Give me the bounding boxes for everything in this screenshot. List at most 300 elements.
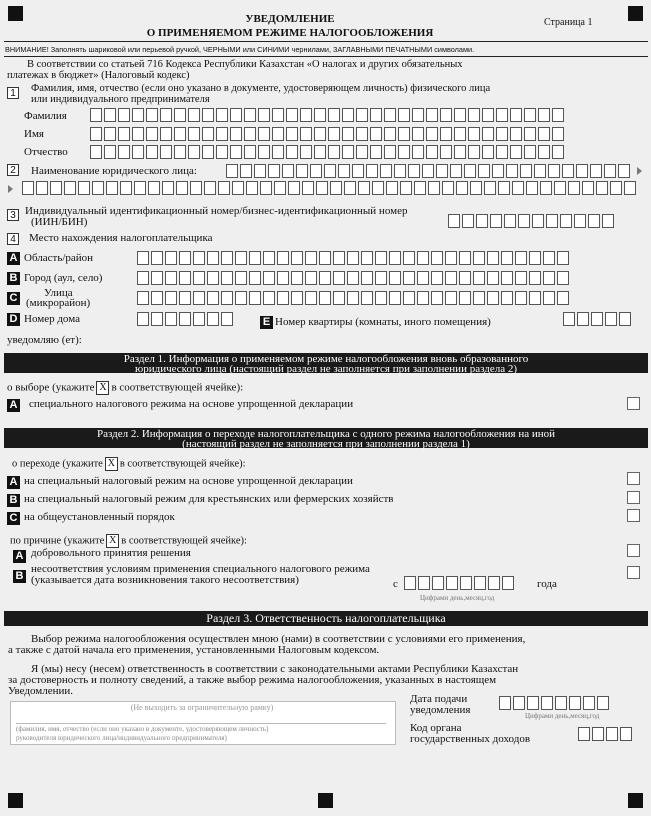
street-cells[interactable] — [137, 291, 569, 305]
character-cell[interactable] — [400, 181, 412, 195]
character-cell[interactable] — [300, 108, 312, 122]
character-cell[interactable] — [188, 145, 200, 159]
character-cell[interactable] — [207, 251, 219, 265]
character-cell[interactable] — [464, 164, 476, 178]
character-cell[interactable] — [216, 127, 228, 141]
reason-option-b-checkbox[interactable] — [627, 566, 640, 579]
character-cell[interactable] — [254, 164, 266, 178]
character-cell[interactable] — [554, 181, 566, 195]
reason-option-a-checkbox[interactable] — [627, 544, 640, 557]
character-cell[interactable] — [314, 108, 326, 122]
character-cell[interactable] — [418, 576, 430, 590]
character-cell[interactable] — [286, 108, 298, 122]
character-cell[interactable] — [417, 251, 429, 265]
character-cell[interactable] — [244, 108, 256, 122]
character-cell[interactable] — [263, 271, 275, 285]
character-cell[interactable] — [137, 271, 149, 285]
character-cell[interactable] — [606, 727, 618, 741]
character-cell[interactable] — [151, 312, 163, 326]
character-cell[interactable] — [543, 271, 555, 285]
transition-option-a-checkbox[interactable] — [627, 472, 640, 485]
character-cell[interactable] — [529, 271, 541, 285]
character-cell[interactable] — [226, 164, 238, 178]
character-cell[interactable] — [190, 181, 202, 195]
name-cells[interactable] — [90, 127, 564, 141]
character-cell[interactable] — [347, 251, 359, 265]
character-cell[interactable] — [538, 145, 550, 159]
character-cell[interactable] — [151, 251, 163, 265]
character-cell[interactable] — [454, 108, 466, 122]
character-cell[interactable] — [459, 251, 471, 265]
character-cell[interactable] — [104, 108, 116, 122]
character-cell[interactable] — [165, 312, 177, 326]
legal-entity-cells-line2[interactable] — [22, 181, 636, 195]
character-cell[interactable] — [440, 108, 452, 122]
character-cell[interactable] — [398, 108, 410, 122]
character-cell[interactable] — [221, 251, 233, 265]
transition-option-c-checkbox[interactable] — [627, 509, 640, 522]
character-cell[interactable] — [384, 108, 396, 122]
character-cell[interactable] — [454, 145, 466, 159]
character-cell[interactable] — [179, 251, 191, 265]
character-cell[interactable] — [78, 181, 90, 195]
character-cell[interactable] — [344, 181, 356, 195]
character-cell[interactable] — [532, 214, 544, 228]
character-cell[interactable] — [216, 108, 228, 122]
character-cell[interactable] — [515, 251, 527, 265]
character-cell[interactable] — [498, 181, 510, 195]
character-cell[interactable] — [488, 576, 500, 590]
character-cell[interactable] — [137, 251, 149, 265]
character-cell[interactable] — [557, 271, 569, 285]
character-cell[interactable] — [462, 214, 474, 228]
character-cell[interactable] — [319, 251, 331, 265]
character-cell[interactable] — [240, 164, 252, 178]
character-cell[interactable] — [597, 696, 609, 710]
character-cell[interactable] — [501, 251, 513, 265]
character-cell[interactable] — [333, 291, 345, 305]
character-cell[interactable] — [356, 108, 368, 122]
character-cell[interactable] — [431, 271, 443, 285]
character-cell[interactable] — [583, 696, 595, 710]
character-cell[interactable] — [146, 127, 158, 141]
character-cell[interactable] — [482, 145, 494, 159]
character-cell[interactable] — [384, 145, 396, 159]
character-cell[interactable] — [540, 181, 552, 195]
character-cell[interactable] — [358, 181, 370, 195]
character-cell[interactable] — [338, 164, 350, 178]
character-cell[interactable] — [314, 127, 326, 141]
character-cell[interactable] — [534, 164, 546, 178]
character-cell[interactable] — [151, 291, 163, 305]
character-cell[interactable] — [501, 271, 513, 285]
character-cell[interactable] — [90, 108, 102, 122]
character-cell[interactable] — [468, 127, 480, 141]
character-cell[interactable] — [291, 251, 303, 265]
character-cell[interactable] — [370, 108, 382, 122]
character-cell[interactable] — [310, 164, 322, 178]
legal-entity-cells-line1[interactable] — [226, 164, 630, 178]
character-cell[interactable] — [375, 291, 387, 305]
character-cell[interactable] — [202, 127, 214, 141]
character-cell[interactable] — [460, 576, 472, 590]
character-cell[interactable] — [620, 727, 632, 741]
character-cell[interactable] — [512, 181, 524, 195]
character-cell[interactable] — [496, 127, 508, 141]
character-cell[interactable] — [90, 145, 102, 159]
character-cell[interactable] — [602, 214, 614, 228]
character-cell[interactable] — [588, 214, 600, 228]
character-cell[interactable] — [50, 181, 62, 195]
character-cell[interactable] — [162, 181, 174, 195]
character-cell[interactable] — [235, 251, 247, 265]
character-cell[interactable] — [282, 164, 294, 178]
character-cell[interactable] — [372, 181, 384, 195]
character-cell[interactable] — [356, 145, 368, 159]
character-cell[interactable] — [132, 127, 144, 141]
character-cell[interactable] — [300, 127, 312, 141]
character-cell[interactable] — [394, 164, 406, 178]
character-cell[interactable] — [165, 271, 177, 285]
character-cell[interactable] — [300, 145, 312, 159]
character-cell[interactable] — [529, 251, 541, 265]
character-cell[interactable] — [428, 181, 440, 195]
character-cell[interactable] — [104, 127, 116, 141]
character-cell[interactable] — [552, 127, 564, 141]
character-cell[interactable] — [496, 145, 508, 159]
section-1-option-a-checkbox[interactable] — [627, 397, 640, 410]
character-cell[interactable] — [592, 727, 604, 741]
character-cell[interactable] — [510, 127, 522, 141]
character-cell[interactable] — [555, 696, 567, 710]
character-cell[interactable] — [414, 181, 426, 195]
character-cell[interactable] — [272, 108, 284, 122]
character-cell[interactable] — [563, 312, 575, 326]
surname-cells[interactable] — [90, 108, 564, 122]
character-cell[interactable] — [375, 271, 387, 285]
character-cell[interactable] — [165, 251, 177, 265]
character-cell[interactable] — [356, 127, 368, 141]
character-cell[interactable] — [272, 145, 284, 159]
character-cell[interactable] — [389, 251, 401, 265]
character-cell[interactable] — [361, 251, 373, 265]
city-cells[interactable] — [137, 271, 569, 285]
character-cell[interactable] — [487, 251, 499, 265]
character-cell[interactable] — [478, 164, 490, 178]
character-cell[interactable] — [328, 127, 340, 141]
character-cell[interactable] — [342, 145, 354, 159]
character-cell[interactable] — [510, 108, 522, 122]
character-cell[interactable] — [319, 271, 331, 285]
character-cell[interactable] — [118, 145, 130, 159]
character-cell[interactable] — [204, 181, 216, 195]
character-cell[interactable] — [274, 181, 286, 195]
character-cell[interactable] — [235, 291, 247, 305]
character-cell[interactable] — [576, 164, 588, 178]
character-cell[interactable] — [277, 291, 289, 305]
character-cell[interactable] — [249, 271, 261, 285]
character-cell[interactable] — [286, 145, 298, 159]
character-cell[interactable] — [524, 145, 536, 159]
character-cell[interactable] — [541, 696, 553, 710]
character-cell[interactable] — [120, 181, 132, 195]
character-cell[interactable] — [426, 127, 438, 141]
character-cell[interactable] — [515, 271, 527, 285]
character-cell[interactable] — [118, 108, 130, 122]
character-cell[interactable] — [174, 108, 186, 122]
character-cell[interactable] — [422, 164, 434, 178]
character-cell[interactable] — [552, 145, 564, 159]
mismatch-date-cells[interactable] — [404, 576, 514, 590]
character-cell[interactable] — [490, 214, 502, 228]
character-cell[interactable] — [473, 251, 485, 265]
character-cell[interactable] — [604, 164, 616, 178]
character-cell[interactable] — [596, 181, 608, 195]
character-cell[interactable] — [527, 696, 539, 710]
character-cell[interactable] — [296, 164, 308, 178]
character-cell[interactable] — [417, 291, 429, 305]
character-cell[interactable] — [520, 164, 532, 178]
character-cell[interactable] — [188, 127, 200, 141]
character-cell[interactable] — [518, 214, 530, 228]
character-cell[interactable] — [426, 108, 438, 122]
character-cell[interactable] — [176, 181, 188, 195]
character-cell[interactable] — [146, 108, 158, 122]
character-cell[interactable] — [562, 164, 574, 178]
character-cell[interactable] — [546, 214, 558, 228]
character-cell[interactable] — [560, 214, 572, 228]
character-cell[interactable] — [207, 271, 219, 285]
house-cells[interactable] — [137, 312, 233, 326]
character-cell[interactable] — [403, 291, 415, 305]
character-cell[interactable] — [263, 251, 275, 265]
character-cell[interactable] — [398, 145, 410, 159]
character-cell[interactable] — [436, 164, 448, 178]
character-cell[interactable] — [404, 576, 416, 590]
character-cell[interactable] — [476, 214, 488, 228]
character-cell[interactable] — [618, 164, 630, 178]
character-cell[interactable] — [492, 164, 504, 178]
character-cell[interactable] — [389, 271, 401, 285]
character-cell[interactable] — [260, 181, 272, 195]
character-cell[interactable] — [524, 127, 536, 141]
character-cell[interactable] — [244, 145, 256, 159]
character-cell[interactable] — [268, 164, 280, 178]
character-cell[interactable] — [277, 271, 289, 285]
character-cell[interactable] — [64, 181, 76, 195]
character-cell[interactable] — [174, 127, 186, 141]
character-cell[interactable] — [538, 127, 550, 141]
character-cell[interactable] — [403, 271, 415, 285]
character-cell[interactable] — [36, 181, 48, 195]
character-cell[interactable] — [160, 108, 172, 122]
character-cell[interactable] — [347, 271, 359, 285]
character-cell[interactable] — [538, 108, 550, 122]
character-cell[interactable] — [370, 145, 382, 159]
character-cell[interactable] — [165, 291, 177, 305]
character-cell[interactable] — [207, 312, 219, 326]
patronymic-cells[interactable] — [90, 145, 564, 159]
character-cell[interactable] — [361, 291, 373, 305]
character-cell[interactable] — [459, 271, 471, 285]
character-cell[interactable] — [568, 181, 580, 195]
character-cell[interactable] — [263, 291, 275, 305]
character-cell[interactable] — [230, 127, 242, 141]
character-cell[interactable] — [314, 145, 326, 159]
character-cell[interactable] — [221, 312, 233, 326]
character-cell[interactable] — [446, 576, 458, 590]
character-cell[interactable] — [590, 164, 602, 178]
character-cell[interactable] — [412, 145, 424, 159]
character-cell[interactable] — [302, 181, 314, 195]
character-cell[interactable] — [543, 251, 555, 265]
character-cell[interactable] — [22, 181, 34, 195]
character-cell[interactable] — [459, 291, 471, 305]
character-cell[interactable] — [188, 108, 200, 122]
character-cell[interactable] — [510, 145, 522, 159]
character-cell[interactable] — [258, 108, 270, 122]
character-cell[interactable] — [92, 181, 104, 195]
character-cell[interactable] — [202, 145, 214, 159]
character-cell[interactable] — [291, 271, 303, 285]
character-cell[interactable] — [375, 251, 387, 265]
character-cell[interactable] — [624, 181, 636, 195]
character-cell[interactable] — [440, 127, 452, 141]
character-cell[interactable] — [468, 145, 480, 159]
character-cell[interactable] — [106, 181, 118, 195]
character-cell[interactable] — [524, 108, 536, 122]
character-cell[interactable] — [610, 181, 622, 195]
character-cell[interactable] — [160, 127, 172, 141]
character-cell[interactable] — [319, 291, 331, 305]
character-cell[interactable] — [506, 164, 518, 178]
character-cell[interactable] — [134, 181, 146, 195]
character-cell[interactable] — [179, 312, 191, 326]
character-cell[interactable] — [193, 271, 205, 285]
character-cell[interactable] — [137, 291, 149, 305]
character-cell[interactable] — [258, 127, 270, 141]
character-cell[interactable] — [232, 181, 244, 195]
character-cell[interactable] — [557, 291, 569, 305]
character-cell[interactable] — [193, 251, 205, 265]
character-cell[interactable] — [179, 291, 191, 305]
character-cell[interactable] — [502, 576, 514, 590]
character-cell[interactable] — [468, 108, 480, 122]
character-cell[interactable] — [249, 291, 261, 305]
character-cell[interactable] — [417, 271, 429, 285]
character-cell[interactable] — [504, 214, 516, 228]
character-cell[interactable] — [333, 251, 345, 265]
character-cell[interactable] — [151, 271, 163, 285]
character-cell[interactable] — [432, 576, 444, 590]
character-cell[interactable] — [370, 127, 382, 141]
character-cell[interactable] — [342, 108, 354, 122]
character-cell[interactable] — [305, 251, 317, 265]
character-cell[interactable] — [487, 291, 499, 305]
character-cell[interactable] — [193, 312, 205, 326]
character-cell[interactable] — [578, 727, 590, 741]
character-cell[interactable] — [328, 145, 340, 159]
character-cell[interactable] — [474, 576, 486, 590]
character-cell[interactable] — [328, 108, 340, 122]
character-cell[interactable] — [445, 251, 457, 265]
character-cell[interactable] — [179, 271, 191, 285]
character-cell[interactable] — [148, 181, 160, 195]
character-cell[interactable] — [386, 181, 398, 195]
character-cell[interactable] — [244, 127, 256, 141]
character-cell[interactable] — [526, 181, 538, 195]
character-cell[interactable] — [221, 291, 233, 305]
character-cell[interactable] — [454, 127, 466, 141]
character-cell[interactable] — [442, 181, 454, 195]
character-cell[interactable] — [412, 127, 424, 141]
character-cell[interactable] — [445, 291, 457, 305]
character-cell[interactable] — [277, 251, 289, 265]
character-cell[interactable] — [557, 251, 569, 265]
character-cell[interactable] — [389, 291, 401, 305]
character-cell[interactable] — [137, 312, 149, 326]
character-cell[interactable] — [160, 145, 172, 159]
character-cell[interactable] — [132, 145, 144, 159]
character-cell[interactable] — [408, 164, 420, 178]
character-cell[interactable] — [515, 291, 527, 305]
character-cell[interactable] — [431, 291, 443, 305]
character-cell[interactable] — [258, 145, 270, 159]
character-cell[interactable] — [619, 312, 631, 326]
character-cell[interactable] — [496, 108, 508, 122]
character-cell[interactable] — [361, 271, 373, 285]
character-cell[interactable] — [230, 108, 242, 122]
character-cell[interactable] — [342, 127, 354, 141]
character-cell[interactable] — [403, 251, 415, 265]
character-cell[interactable] — [412, 108, 424, 122]
character-cell[interactable] — [288, 181, 300, 195]
character-cell[interactable] — [330, 181, 342, 195]
character-cell[interactable] — [90, 127, 102, 141]
character-cell[interactable] — [487, 271, 499, 285]
character-cell[interactable] — [193, 291, 205, 305]
iin-bin-cells[interactable] — [448, 214, 614, 228]
submit-date-cells[interactable] — [499, 696, 609, 710]
character-cell[interactable] — [324, 164, 336, 178]
character-cell[interactable] — [426, 145, 438, 159]
character-cell[interactable] — [272, 127, 284, 141]
character-cell[interactable] — [305, 291, 317, 305]
character-cell[interactable] — [543, 291, 555, 305]
character-cell[interactable] — [470, 181, 482, 195]
character-cell[interactable] — [104, 145, 116, 159]
character-cell[interactable] — [482, 108, 494, 122]
character-cell[interactable] — [384, 127, 396, 141]
character-cell[interactable] — [216, 145, 228, 159]
character-cell[interactable] — [574, 214, 586, 228]
character-cell[interactable] — [499, 696, 511, 710]
region-cells[interactable] — [137, 251, 569, 265]
character-cell[interactable] — [352, 164, 364, 178]
apartment-cells[interactable] — [563, 312, 631, 326]
character-cell[interactable] — [202, 108, 214, 122]
character-cell[interactable] — [230, 145, 242, 159]
character-cell[interactable] — [582, 181, 594, 195]
character-cell[interactable] — [456, 181, 468, 195]
character-cell[interactable] — [366, 164, 378, 178]
character-cell[interactable] — [473, 291, 485, 305]
character-cell[interactable] — [552, 108, 564, 122]
authority-code-cells[interactable] — [578, 727, 632, 741]
character-cell[interactable] — [146, 145, 158, 159]
character-cell[interactable] — [482, 127, 494, 141]
character-cell[interactable] — [347, 291, 359, 305]
